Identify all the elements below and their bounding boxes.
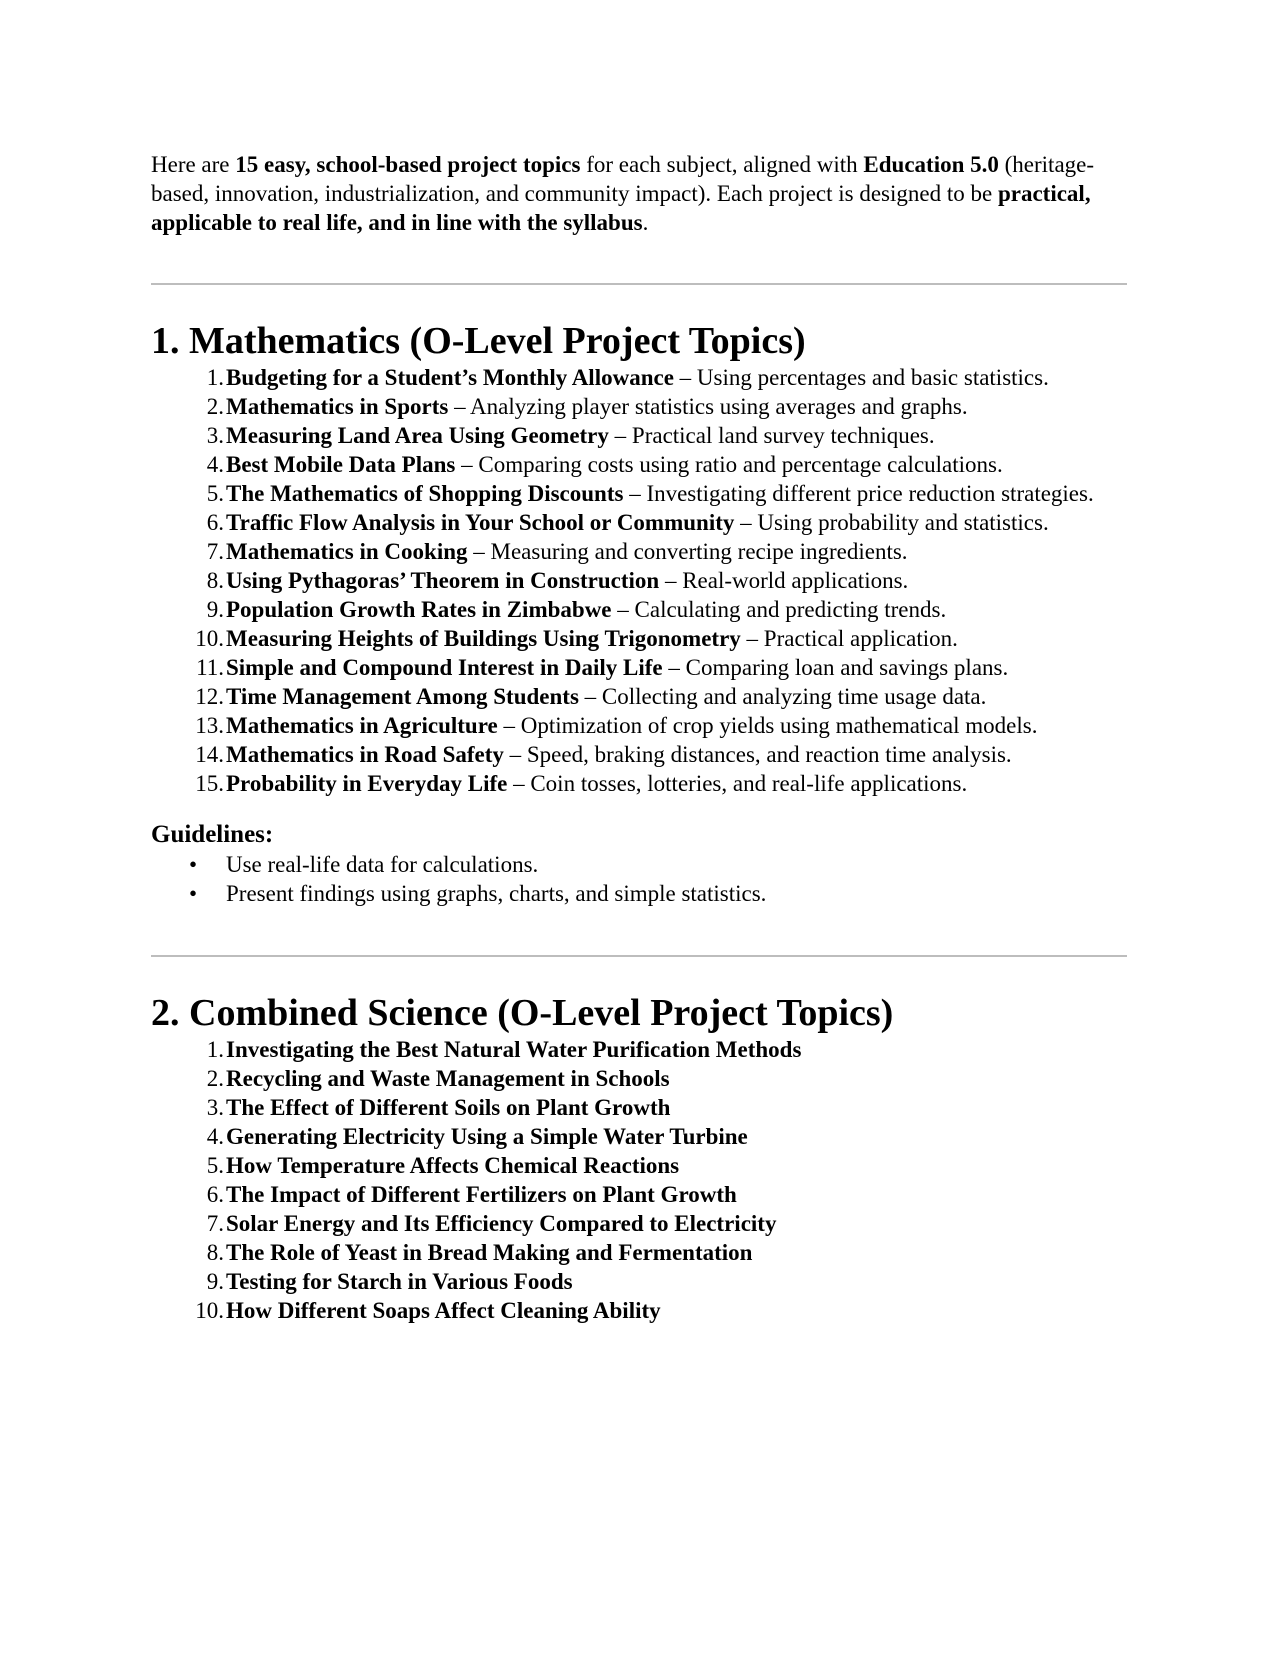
topic-title: Mathematics in Agriculture bbox=[226, 713, 498, 738]
item-number: 3. bbox=[206, 1095, 224, 1120]
topic-title: Investigating the Best Natural Water Purification Methods bbox=[226, 1037, 802, 1062]
bullet-icon: • bbox=[189, 881, 198, 906]
topic-description: – Practical land survey techniques. bbox=[608, 423, 935, 448]
list-item bbox=[151, 392, 1127, 421]
topic-description: – Speed, braking distances, and reaction time analysis. bbox=[503, 742, 1012, 767]
topic-title: Solar Energy and Its Efficiency Compared to Electricity bbox=[226, 1211, 777, 1236]
topic-description: – Measuring and converting recipe ingredients. bbox=[467, 539, 908, 564]
item-number: 5. bbox=[206, 481, 224, 506]
list-item bbox=[151, 1296, 1127, 1325]
topic-description: – Optimization of crop yields using mathematical models. bbox=[497, 713, 1038, 738]
item-number: 2. bbox=[206, 394, 224, 419]
intro-text-3: (heritage-based, innovation, industrialization, and community impact). Each project is designed to be bbox=[151, 152, 1095, 206]
section-divider bbox=[151, 283, 1127, 285]
list-item bbox=[151, 1209, 1127, 1238]
topic-description: – Investigating different price reduction strategies. bbox=[623, 481, 1094, 506]
math-topic-list bbox=[151, 363, 1127, 798]
item-number: 10. bbox=[195, 626, 224, 651]
topic-title: Simple and Compound Interest in Daily Life bbox=[226, 655, 663, 680]
guidelines-heading: Guidelines: bbox=[151, 821, 274, 848]
list-item bbox=[151, 769, 1127, 798]
list-item bbox=[151, 879, 1127, 908]
topic-description: – Practical application. bbox=[740, 626, 958, 651]
bullet-icon: • bbox=[189, 852, 198, 877]
science-topic-list bbox=[151, 1035, 1127, 1325]
topic-description: – Coin tosses, lotteries, and real-life applications. bbox=[507, 771, 968, 796]
list-item bbox=[151, 450, 1127, 479]
list-item bbox=[151, 1035, 1127, 1064]
list-item bbox=[151, 537, 1127, 566]
topic-title: The Effect of Different Soils on Plant Growth bbox=[226, 1095, 671, 1120]
list-item bbox=[151, 566, 1127, 595]
item-number: 7. bbox=[206, 1211, 224, 1236]
item-number: 4. bbox=[206, 1124, 224, 1149]
list-item bbox=[151, 1093, 1127, 1122]
topic-title: Best Mobile Data Plans bbox=[226, 452, 456, 477]
list-item bbox=[151, 421, 1127, 450]
intro-bold-practical: practical, applicable to real life, and in line with the syllabus bbox=[151, 181, 1091, 235]
topic-title: Probability in Everyday Life bbox=[226, 771, 508, 796]
item-number: 1. bbox=[206, 1037, 224, 1062]
item-number: 5. bbox=[206, 1153, 224, 1178]
list-item bbox=[151, 740, 1127, 769]
item-number: 9. bbox=[206, 597, 224, 622]
list-item bbox=[151, 479, 1127, 508]
topic-title: How Different Soaps Affect Cleaning Ability bbox=[226, 1298, 661, 1323]
item-number: 7. bbox=[206, 539, 224, 564]
topic-description: – Real-world applications. bbox=[659, 568, 909, 593]
item-number: 6. bbox=[206, 1182, 224, 1207]
item-number: 6. bbox=[206, 510, 224, 535]
topic-title: Mathematics in Cooking bbox=[226, 539, 468, 564]
topic-description: – Comparing costs using ratio and percentage calculations. bbox=[455, 452, 1003, 477]
topic-title: Traffic Flow Analysis in Your School or Community bbox=[226, 510, 735, 535]
section-divider bbox=[151, 955, 1127, 957]
topic-title: Using Pythagoras’ Theorem in Construction bbox=[226, 568, 660, 593]
list-item bbox=[151, 653, 1127, 682]
topic-description: – Using probability and statistics. bbox=[734, 510, 1049, 535]
list-item bbox=[151, 624, 1127, 653]
math-section-title: 1. Mathematics (O-Level Project Topics) bbox=[151, 320, 806, 362]
topic-title: Budgeting for a Student’s Monthly Allowance bbox=[226, 365, 674, 390]
list-item bbox=[151, 508, 1127, 537]
intro-text-1: Here are bbox=[151, 152, 236, 177]
intro-text-2: for each subject, aligned with bbox=[580, 152, 864, 177]
intro-bold-education: Education 5.0 bbox=[863, 152, 999, 177]
topic-title: Testing for Starch in Various Foods bbox=[226, 1269, 573, 1294]
document-page bbox=[151, 150, 1127, 1325]
list-item bbox=[151, 711, 1127, 740]
topic-title: The Impact of Different Fertilizers on Plant Growth bbox=[226, 1182, 737, 1207]
item-number: 2. bbox=[206, 1066, 224, 1091]
list-item bbox=[151, 363, 1127, 392]
item-number: 11. bbox=[196, 655, 224, 680]
item-number: 8. bbox=[206, 1240, 224, 1265]
topic-title: The Mathematics of Shopping Discounts bbox=[226, 481, 624, 506]
item-number: 4. bbox=[206, 452, 224, 477]
topic-description: – Analyzing player statistics using averages and graphs. bbox=[448, 394, 968, 419]
intro-paragraph bbox=[151, 150, 1127, 237]
topic-title: Recycling and Waste Management in Schools bbox=[226, 1066, 670, 1091]
science-section-title: 2. Combined Science (O-Level Project Topics) bbox=[151, 992, 894, 1034]
intro-text-4: . bbox=[642, 210, 649, 235]
item-number: 14. bbox=[195, 742, 224, 767]
list-item bbox=[151, 595, 1127, 624]
topic-description: – Calculating and predicting trends. bbox=[611, 597, 947, 622]
item-number: 3. bbox=[206, 423, 224, 448]
topic-title: Generating Electricity Using a Simple Water Turbine bbox=[226, 1124, 748, 1149]
topic-description: – Using percentages and basic statistics. bbox=[673, 365, 1049, 390]
topic-description: – Collecting and analyzing time usage data. bbox=[578, 684, 987, 709]
guideline-text: Present findings using graphs, charts, and simple statistics. bbox=[226, 881, 767, 906]
topic-title: Mathematics in Sports bbox=[226, 394, 449, 419]
topic-title: How Temperature Affects Chemical Reactions bbox=[226, 1153, 680, 1178]
list-item bbox=[151, 1151, 1127, 1180]
topic-title: Measuring Land Area Using Geometry bbox=[226, 423, 609, 448]
list-item bbox=[151, 1267, 1127, 1296]
item-number: 1. bbox=[206, 365, 224, 390]
topic-title: Population Growth Rates in Zimbabwe bbox=[226, 597, 612, 622]
item-number: 10. bbox=[195, 1298, 224, 1323]
topic-title: The Role of Yeast in Bread Making and Fermentation bbox=[226, 1240, 753, 1265]
guideline-text: Use real-life data for calculations. bbox=[226, 852, 539, 877]
topic-title: Time Management Among Students bbox=[226, 684, 579, 709]
item-number: 12. bbox=[195, 684, 224, 709]
list-item bbox=[151, 850, 1127, 879]
topic-title: Mathematics in Road Safety bbox=[226, 742, 504, 767]
item-number: 9. bbox=[206, 1269, 224, 1294]
item-number: 15. bbox=[195, 771, 224, 796]
topic-description: – Comparing loan and savings plans. bbox=[662, 655, 1009, 680]
intro-bold-topics: 15 easy, school-based project topics bbox=[235, 152, 581, 177]
list-item bbox=[151, 682, 1127, 711]
list-item bbox=[151, 1064, 1127, 1093]
item-number: 8. bbox=[206, 568, 224, 593]
topic-title: Measuring Heights of Buildings Using Trigonometry bbox=[226, 626, 741, 651]
guidelines-list bbox=[151, 850, 1127, 908]
list-item bbox=[151, 1122, 1127, 1151]
list-item bbox=[151, 1238, 1127, 1267]
item-number: 13. bbox=[195, 713, 224, 738]
list-item bbox=[151, 1180, 1127, 1209]
